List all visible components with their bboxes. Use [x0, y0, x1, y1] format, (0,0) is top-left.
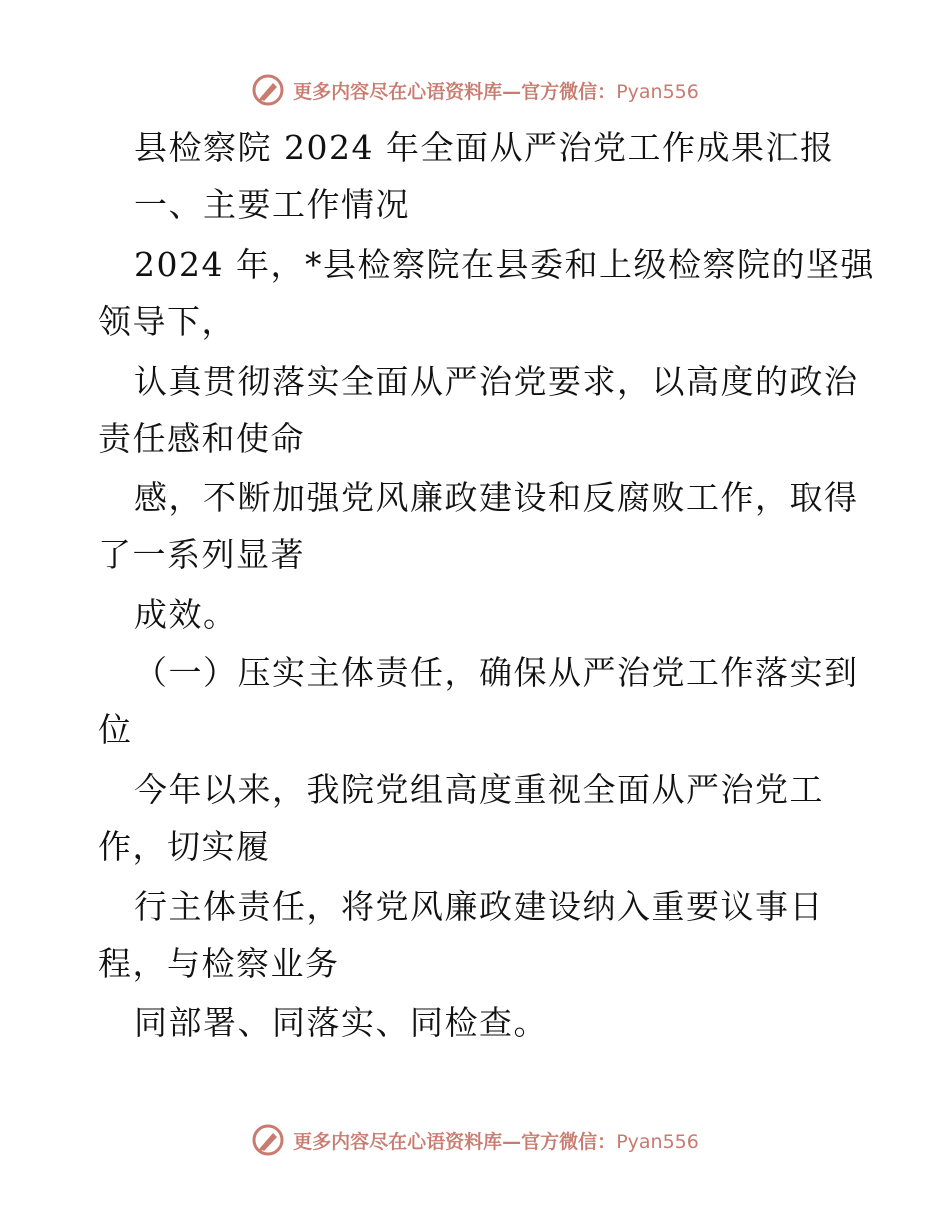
watermark-wechat-id: Pyan556 — [616, 80, 699, 103]
paragraph-7-line-1: 同部署、同落实、同检查。 — [134, 1003, 548, 1042]
paragraph-1-line-2: 领导下， — [98, 302, 236, 341]
watermark-wechat-label: 官方微信： — [521, 1130, 617, 1153]
paragraph-3-line-1: 感，不断加强党风廉政建设和反腐败工作，取得 — [134, 478, 859, 517]
watermark-text — [293, 77, 699, 104]
watermark-dash: — — [502, 1130, 522, 1153]
watermark-main: 更多内容尽在心语资料库 — [293, 1130, 503, 1153]
paragraph-1-line-1: 2024 年，*县检察院在县委和上级检察院的坚强 — [134, 245, 875, 284]
paragraph-5-line-2: 作，切实履 — [98, 827, 271, 866]
subheading-1-line-2: 位 — [98, 710, 133, 749]
watermark-wechat-id: Pyan556 — [616, 1130, 699, 1153]
watermark-banner-bottom — [0, 1120, 950, 1160]
paragraph-6-line-1: 行主体责任，将党风廉政建设纳入重要议事日 — [134, 887, 824, 926]
paragraph-3-line-2: 了一系列显著 — [98, 535, 305, 574]
watermark-text — [293, 1127, 699, 1154]
watermark-banner-top — [0, 70, 950, 110]
subheading-1-line-1: （一）压实主体责任，确保从严治党工作落实到 — [134, 653, 859, 692]
paragraph-5-line-1: 今年以来，我院党组高度重视全面从严治党工 — [134, 770, 824, 809]
section-heading-1: 一、主要工作情况 — [134, 185, 410, 224]
watermark-main: 更多内容尽在心语资料库 — [293, 80, 503, 103]
paragraph-4-line-1: 成效。 — [134, 595, 238, 634]
pen-logo-icon — [251, 1123, 285, 1157]
paragraph-2-line-2: 责任感和使命 — [98, 419, 305, 458]
watermark-dash: — — [502, 80, 522, 103]
watermark-wechat-label: 官方微信： — [521, 80, 617, 103]
document-title: 县检察院 2024 年全面从严治党工作成果汇报 — [134, 128, 835, 167]
paragraph-6-line-2: 程，与检察业务 — [98, 944, 340, 983]
pen-logo-icon — [251, 73, 285, 107]
paragraph-2-line-1: 认真贯彻落实全面从严治党要求，以高度的政治 — [134, 362, 859, 401]
